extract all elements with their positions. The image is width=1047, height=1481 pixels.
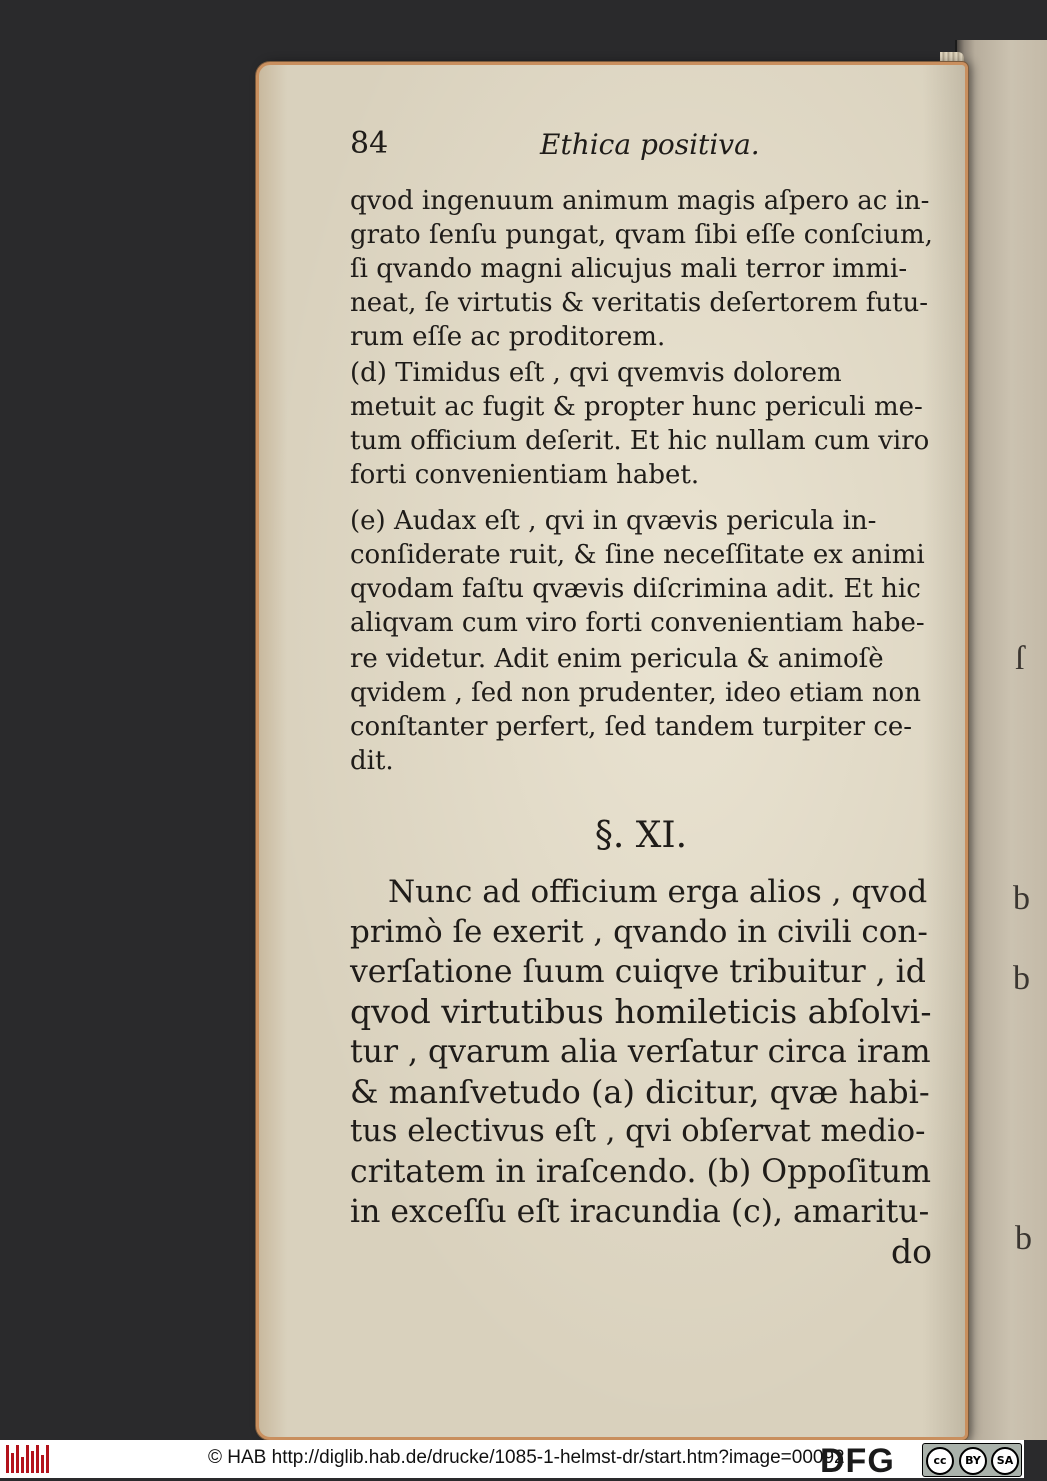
body-line: Nunc ad officium erga alios , qvod [388, 874, 928, 910]
footnote-line: re videtur. Adit enim pericula & animoſè [350, 644, 884, 674]
body-line: verſatione ſuum cuiqve tribuitur , id [350, 954, 926, 990]
footnote-line: conſtanter perfert, ſed tandem turpiter ce- [350, 712, 913, 742]
footnote-line: (d) Timidus eſt , qvi qvemvis dolorem [350, 358, 842, 388]
footnote-line: metuit ac fugit & propter hunc periculi me- [350, 392, 923, 422]
body-line: & manſvetudo (a) dicitur, qvæ habi- [350, 1073, 930, 1111]
body-line: tus electivus eſt , qvi obſervat medio- [350, 1114, 926, 1149]
footnote-line: qvod ingenuum animum magis aſpero ac in- [350, 186, 930, 216]
footnote-line: ſi qvando magni alicujus mali terror immi- [350, 254, 908, 284]
body-line: critatem in iraſcendo. (b) Oppoſitum [350, 1154, 931, 1190]
footnote-line: (e) Audax eſt , qvi in qvævis pericula in- [350, 506, 877, 536]
adjacent-page-edge: b b ſ b [955, 40, 1047, 1440]
body-line: qvod virtutibus homileticis abſolvi- [350, 992, 932, 1031]
credit-bar [0, 1440, 1024, 1478]
hab-barcode-logo-icon [6, 1445, 50, 1473]
cc-license-badge[interactable] [922, 1443, 1022, 1477]
footnote-line: aliqvam cum viro forti convenientiam habe- [350, 608, 925, 638]
dfg-logo: DFG [820, 1442, 895, 1480]
catchword: do [891, 1232, 932, 1271]
body-line: in exceſſu eſt iracundia (c), amaritu- [350, 1194, 930, 1230]
footnote-line: tum officium deſerit. Et hic nullam cum viro [350, 426, 930, 456]
copyright-link[interactable]: © HAB http://diglib.hab.de/drucke/1085-1-helmst-dr/start.htm?image=00092 [208, 1447, 845, 1468]
footnote-line: grato ſenſu pungat, qvam ſibi eſſe conſcium, [350, 220, 933, 250]
attribution-by-icon: BY [959, 1447, 987, 1475]
footnote-line: dit. [350, 746, 394, 776]
footnote-line: forti convenientiam habet. [350, 460, 700, 490]
page-number: 84 [350, 126, 389, 161]
body-line: tur , qvarum alia verſatur circa iram [350, 1034, 931, 1070]
share-alike-icon: SA [991, 1447, 1019, 1475]
cc-icon: cc [926, 1447, 954, 1475]
running-head [350, 126, 932, 170]
body-line: primò ſe exerit , qvando in civili con- [350, 914, 928, 950]
footnote-line: qvidem , ſed non prudenter, ideo etiam non [350, 678, 921, 708]
footnote-line: neat, ſe virtutis & veritatis deſertorem futu- [350, 288, 929, 318]
section-heading: §. XI. [594, 815, 688, 856]
footnote-line: conſiderate ruit, & ſine neceſſitate ex animi [350, 540, 925, 570]
footnote-line: qvodam faſtu qvævis diſcrimina adit. Et hic [350, 574, 921, 604]
footnote-line: rum eſſe ac proditorem. [350, 322, 666, 352]
running-title: Ethica positiva. [540, 128, 760, 161]
